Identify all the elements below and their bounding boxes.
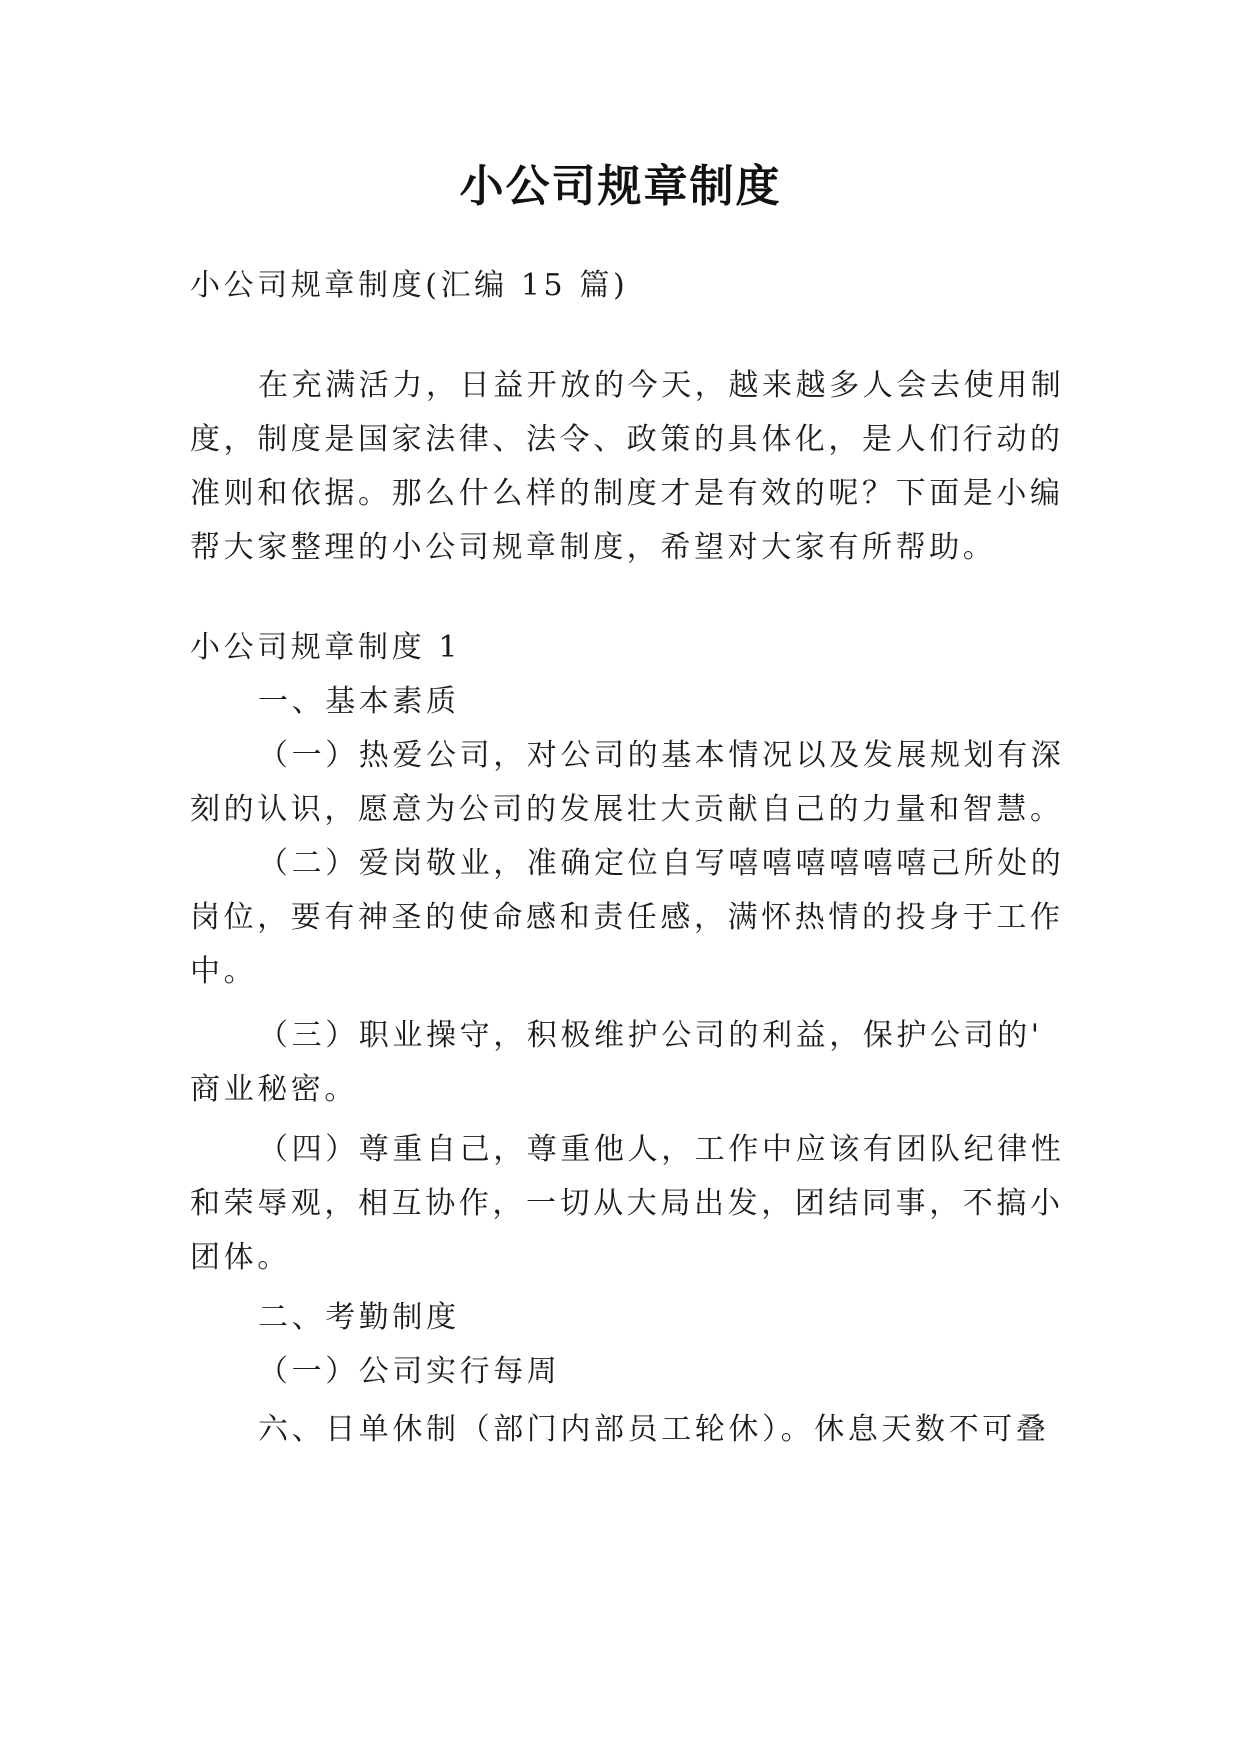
- item-4-line-3: 团体。: [190, 1240, 291, 1275]
- intro-line-1: 在充满活力，日益开放的今天，越来越多人会去使用制: [258, 368, 1065, 403]
- intro-line-4: 帮大家整理的小公司规章制度，希望对大家有所帮助。: [190, 530, 997, 565]
- part-heading-basic-quality: 一、基本素质: [258, 684, 460, 719]
- item-3-line-2: 商业秘密。: [190, 1072, 358, 1107]
- part-heading-attendance: 二、考勤制度: [258, 1300, 460, 1335]
- item-3-line-1: （三）职业操守，积极维护公司的利益，保护公司的': [258, 1018, 1043, 1053]
- attendance-item-1: （一）公司实行每周: [258, 1354, 561, 1389]
- item-4-line-1: （四）尊重自己，尊重他人，工作中应该有团队纪律性: [258, 1132, 1065, 1167]
- item-4-line-2: 和荣辱观，相互协作，一切从大局出发，团结同事，不搞小: [190, 1186, 1064, 1221]
- intro-line-2: 度，制度是国家法律、法令、政策的具体化，是人们行动的: [190, 422, 1064, 457]
- section-heading-1: 小公司规章制度 1: [190, 630, 462, 665]
- item-1-line-1: （一）热爱公司，对公司的基本情况以及发展规划有深: [258, 738, 1065, 773]
- item-2-line-3: 中。: [190, 954, 258, 989]
- item-2-line-1: （二）爱岗敬业，准确定位自写嘻嘻嘻嘻嘻嘻己所处的: [258, 846, 1065, 881]
- intro-line-3: 准则和依据。那么什么样的制度才是有效的呢？下面是小编: [190, 476, 1064, 511]
- item-1-line-2: 刻的认识，愿意为公司的发展壮大贡献自己的力量和智慧。: [190, 792, 1064, 827]
- document-title: 小公司规章制度: [459, 161, 782, 212]
- attendance-item-2: 六、日单休制（部门内部员工轮休）。休息天数不可叠: [258, 1412, 1050, 1447]
- document-subtitle: 小公司规章制度(汇编 15 篇): [190, 268, 629, 303]
- item-2-line-2: 岗位，要有神圣的使命感和责任感，满怀热情的投身于工作: [190, 900, 1064, 935]
